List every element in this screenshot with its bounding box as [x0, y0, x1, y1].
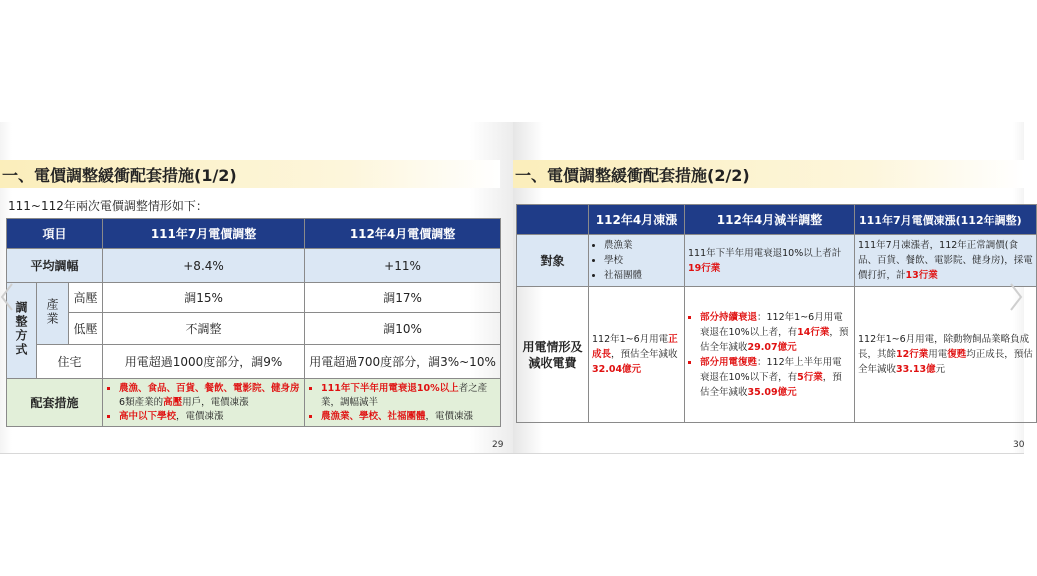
- c3-usage-b: 12行業: [896, 349, 929, 360]
- right-title-bar: [513, 160, 1024, 188]
- c3-target-b: 13行業: [905, 270, 938, 281]
- m2-b-red: 農漁業、學校、社福團體: [321, 410, 426, 422]
- header-112-april-half: 112年4月減半調整: [685, 205, 855, 235]
- c1-item-3: • 社福團體: [604, 268, 681, 283]
- low-112: 調10%: [305, 313, 501, 345]
- c3-target-a: 111年7月凍漲者，112年正常調價(食品、百貨、餐飲、電影院、健身房)，採電價打折，計: [858, 240, 1033, 281]
- measures-112: [305, 379, 501, 427]
- low-label: 低壓: [69, 313, 103, 345]
- c3-usage-e: 均正成長，預估全年減收: [858, 349, 1033, 375]
- c3-usage-a: 112年1~6月用電，除動物飼品業略負成長，其餘: [858, 334, 1030, 360]
- left-page-number: 29: [492, 440, 504, 450]
- high-111: 調15%: [103, 283, 305, 313]
- right-page: [513, 122, 1033, 454]
- c1-usage-c: ，預估全年減收: [611, 349, 678, 360]
- residential-label: 住宅: [37, 345, 103, 379]
- c1-usage-a: 112年1~6月用電: [592, 334, 669, 345]
- c2-p2-e: 35.09億元: [747, 386, 797, 398]
- c3-usage-f: 33.13億: [896, 364, 936, 375]
- header-112-april-freeze: 112年4月凍漲: [589, 205, 685, 235]
- c2-p1-b: ：112年1~6月用電衰退在10%以上者，有: [700, 311, 843, 338]
- method-label: 調整方式: [14, 301, 28, 357]
- header-111-july-freeze: 111年7月電價凍漲(112年調整): [855, 205, 1037, 235]
- prev-page-arrow-icon[interactable]: [0, 282, 14, 312]
- right-table: [516, 204, 1037, 423]
- left-title: 一、電價調整緩衝配套措施(1/2): [2, 166, 237, 185]
- low-111: 不調整: [103, 313, 305, 345]
- left-subtitle: 111~112年兩次電價調整情形如下：: [8, 199, 208, 213]
- c1-item-2: • 學校: [604, 253, 681, 268]
- usage-label: 用電情形及減收電費: [517, 287, 589, 423]
- c1-item-1: • 農漁業: [604, 238, 681, 253]
- avg-111: +8.4%: [103, 249, 305, 283]
- right-title: 一、電價調整緩衝配套措施(2/2): [515, 166, 750, 185]
- avg-label: 平均調幅: [7, 249, 103, 283]
- left-page: [0, 122, 513, 454]
- c2-p1-d: ，預估全年減收: [700, 326, 849, 353]
- c2-p2-a: 部分用電復甦: [700, 356, 758, 368]
- target-label: 對象: [517, 235, 589, 287]
- m1-b-rest: ，電價凍漲: [176, 410, 224, 422]
- c2-p1-c: 14行業: [797, 326, 830, 338]
- m2-a-red: 111年下半年用電衰退10%以上: [321, 382, 459, 394]
- c2-p1-e: 29.07億元: [747, 341, 797, 353]
- m2-b-rest: ，電價凍漲: [425, 410, 474, 422]
- industry-label: 產業: [45, 298, 59, 326]
- residential-112: 用電超過700度部分，調3%~10%: [305, 345, 501, 379]
- book-bottom-edge: [0, 453, 1024, 454]
- m1-a-red: 農漁、食品、百貨、餐飲、電影院、健身房: [119, 382, 300, 394]
- measures-111: [103, 379, 305, 427]
- c2-target-a: 111年下半年用電衰退10%以上者計: [688, 247, 842, 259]
- c2-p2-d: ，預估全年減收: [700, 371, 842, 398]
- measures-label: 配套措施: [7, 379, 103, 427]
- book-spread: [0, 122, 1033, 454]
- m2-a-rest: 者之產業，調幅減半: [321, 382, 488, 408]
- c3-usage-d: 復甦: [947, 349, 967, 360]
- industry-label-cell: [37, 283, 69, 345]
- header-112-april: 112年4月電價調整: [305, 219, 501, 249]
- left-title-bar: [0, 160, 500, 188]
- c1-usage-d: 32.04億元: [592, 364, 642, 375]
- c1-usage-b: 正成長: [592, 334, 678, 360]
- m1-a-red2: 高壓: [163, 396, 183, 408]
- c2-p2-c: 5行業: [797, 371, 823, 383]
- left-table: [6, 218, 501, 427]
- right-page-number: 30: [1013, 440, 1025, 450]
- high-label: 高壓: [69, 283, 103, 313]
- header-item: 項目: [7, 219, 103, 249]
- c3-usage-g: 元: [935, 364, 946, 375]
- next-page-arrow-icon[interactable]: [1009, 282, 1023, 312]
- c3-target: [855, 235, 1037, 287]
- c2-target: [685, 235, 855, 287]
- header-111-july: 111年7月電價調整: [103, 219, 305, 249]
- c2-usage: [685, 287, 855, 423]
- residential-111: 用電超過1000度部分，調9%: [103, 345, 305, 379]
- high-112: 調17%: [305, 283, 501, 313]
- right-header-blank: [517, 205, 589, 235]
- c3-usage-c: 用電: [928, 349, 948, 360]
- c2-p2-b: ：112年上半年用電衰退在10%以下者，有: [700, 356, 842, 383]
- c1-target: [589, 235, 685, 287]
- m1-a-rest: 用戶，電價凍漲: [182, 396, 249, 408]
- c1-usage: [589, 287, 685, 423]
- m1-b-red: 高中以下學校: [119, 410, 177, 422]
- m1-a-mid: 6類產業的: [119, 396, 164, 408]
- avg-112: +11%: [305, 249, 501, 283]
- c2-p1-a: 部分持續衰退: [700, 311, 758, 323]
- c2-target-b: 19行業: [688, 262, 721, 274]
